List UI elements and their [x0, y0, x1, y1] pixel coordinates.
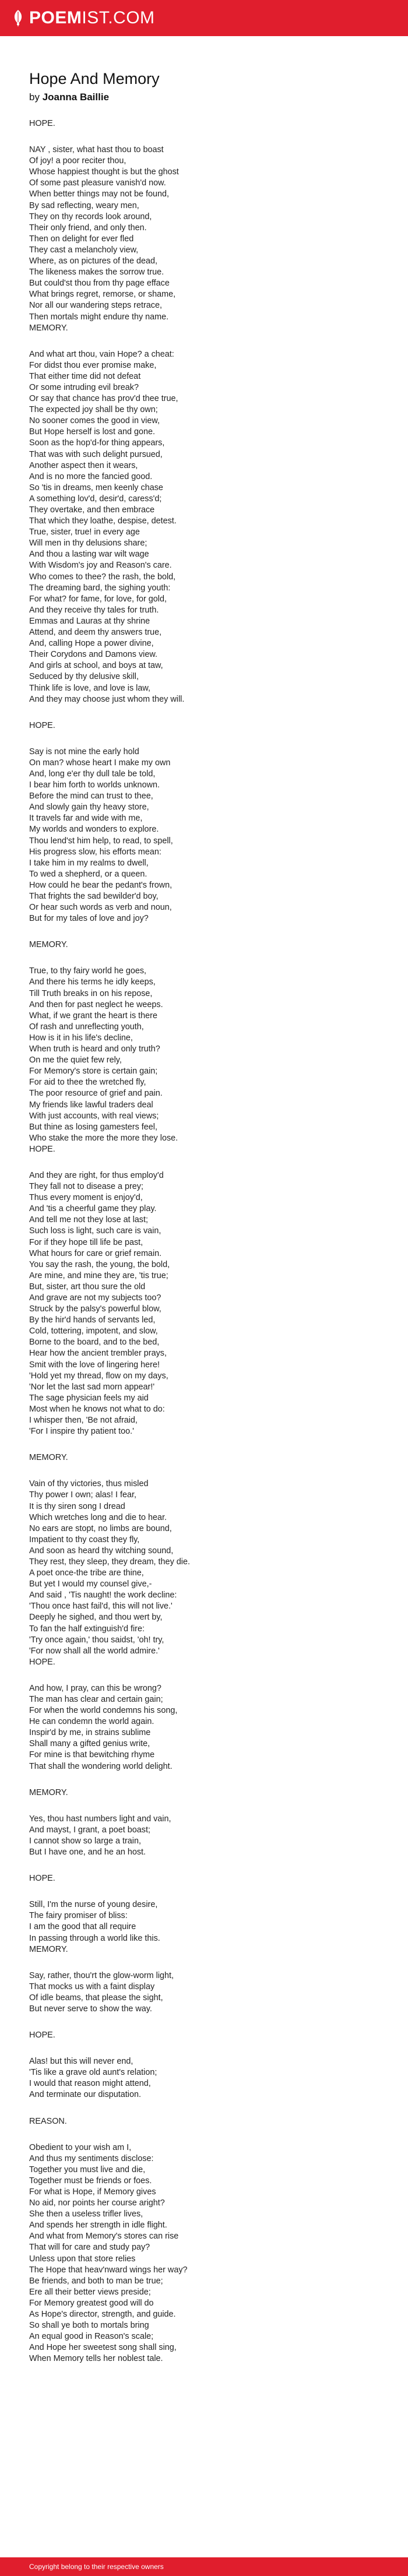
poem-line: I take him in my realms to dwell, — [29, 858, 149, 868]
poem-line: Cold, tottering, impotent, and slow, — [29, 1326, 158, 1336]
poem-line: And they are right, for thus employ'd — [29, 1170, 164, 1180]
poem-line: Say is not mine the early hold — [29, 747, 139, 756]
poem-line: Of rash and unreflecting youth, — [29, 1022, 144, 1032]
poem-line: For what is Hope, if Memory gives — [29, 2187, 156, 2197]
poem-line: Unless upon that store relies — [29, 2254, 136, 2264]
poem-line: The Hope that heav'nward wings her way? — [29, 2265, 188, 2275]
poem-line: True, to thy fairy world he goes, — [29, 966, 147, 976]
poem-line: And mayst, I grant, a poet boast; — [29, 1825, 150, 1835]
poem-line: But for my tales of love and joy? — [29, 914, 149, 924]
poem-line: Struck by the palsy's powerful blow, — [29, 1304, 161, 1314]
poem-line: And is no more the fancied good. — [29, 471, 153, 481]
poem-line: Most when he knows not what to do: — [29, 1404, 165, 1414]
poem-line: HOPE. — [29, 119, 55, 128]
poem-line: When better things may not be found, — [29, 189, 169, 199]
poem-stanza — [29, 2056, 379, 2100]
poem-stanza — [29, 1787, 379, 1799]
poem-line: Will men in thy delusions share; — [29, 539, 147, 548]
poem-line: Seduced by thy delusive skill, — [29, 672, 139, 682]
poem-line: Before the mind can trust to thee, — [29, 791, 153, 801]
poem-stanza — [29, 2030, 379, 2041]
poem-stanza — [29, 1970, 379, 2015]
poem-stanza — [29, 2116, 379, 2127]
logo-text-bold: POEM — [29, 8, 82, 27]
poem-line: It travels far and wide with me, — [29, 814, 143, 824]
poem-line: Are mine, and mine they are, 'tis true; — [29, 1271, 168, 1280]
poem-line: Deeply he sighed, and thou wert by, — [29, 1613, 163, 1623]
poem-line: Or hear such words as verb and noun, — [29, 903, 172, 913]
poem-line: Such loss is light, such care is vain, — [29, 1226, 161, 1236]
poem-line: But, sister, art thou sure the old — [29, 1282, 146, 1291]
poem-line: The man has clear and certain gain; — [29, 1695, 163, 1704]
poem-line: I am the good that all require — [29, 1922, 136, 1932]
poem-line: The dreaming bard, the sighing youth: — [29, 583, 171, 593]
poem-line: Smit with the love of lingering here! — [29, 1360, 160, 1370]
poem-line: And grave are not my subjects too? — [29, 1293, 161, 1303]
poem-line: Think life is love, and love is law, — [29, 683, 150, 693]
poem-line: For aid to thee the wretched fly, — [29, 1078, 146, 1088]
poem-stanza — [29, 349, 379, 705]
poem-line: Say, rather, thou'rt the glow-worm light, — [29, 1970, 174, 1980]
poem-byline — [29, 92, 379, 103]
poem-line: My friends like lawful traders deal — [29, 1100, 153, 1110]
poem-line: That frights the sad bewilder'd boy, — [29, 892, 159, 901]
poem-line: Hear how the ancient trembler prays, — [29, 1349, 167, 1359]
poem-line: His progress slow, his efforts mean: — [29, 847, 161, 857]
poem-line: And girls at school, and boys at taw, — [29, 661, 163, 671]
poem-line: Alas! but this will never end, — [29, 2057, 133, 2067]
poem-line: 'Try once again,' thou saidst, 'oh! try, — [29, 1635, 164, 1645]
poem-line: For Memory greatest good will do — [29, 2298, 154, 2308]
poem-line: Thy power I own; alas! I fear, — [29, 1490, 136, 1500]
poem-body — [29, 118, 379, 2365]
poem-line: Be friends, and both to man be true; — [29, 2276, 163, 2286]
poem-line: How could he bear the pedant's frown, — [29, 880, 173, 890]
poem-line: Whose happiest thought is but the ghost — [29, 167, 179, 177]
poem-line: For Memory's store is certain gain; — [29, 1067, 158, 1076]
poem-line: Obedient to your wish am I, — [29, 2142, 132, 2152]
poem-line: HOPE. — [29, 1657, 55, 1667]
poem-line: Or some intruding evil break? — [29, 382, 139, 392]
poem-line: Another aspect then it wears, — [29, 460, 138, 470]
poem-line: They on thy records look around, — [29, 212, 152, 221]
poem-line: And they receive thy tales for truth. — [29, 605, 159, 615]
poem-line: 'For now shall all the world admire.' — [29, 1646, 160, 1656]
poem-line: Where, as on pictures of the dead, — [29, 256, 157, 266]
poem-line: The fairy promiser of bliss: — [29, 1911, 128, 1921]
poem-line: By the hir'd hands of servants led, — [29, 1315, 156, 1325]
by-label: by — [29, 92, 40, 103]
poem-line: He can condemn the world again. — [29, 1717, 154, 1727]
poem-line: And there his terms he idly keeps, — [29, 977, 156, 987]
poem-line: My worlds and wonders to explore. — [29, 825, 159, 835]
poem-line: But thine as losing gamesters feel, — [29, 1122, 157, 1132]
poem-line: Then on delight for ever fled — [29, 234, 134, 244]
poem-line: And what art thou, vain Hope? a cheat: — [29, 349, 174, 359]
poem-line: That mocks us with a faint display — [29, 1982, 155, 1991]
poem-line: Who comes to thee? the rash, the bold, — [29, 572, 176, 582]
poem-line: I would that reason might attend, — [29, 2079, 151, 2089]
poem-line: An equal good in Reason's scale; — [29, 2332, 154, 2342]
poem-line: MEMORY. — [29, 1944, 68, 1954]
poem-line: Who stake the more the more they lose. — [29, 1133, 178, 1143]
poem-line: What hours for care or grief remain. — [29, 1248, 162, 1258]
poem-line: 'Hold yet my thread, flow on my days, — [29, 1371, 168, 1381]
poem-line: Soon as the hop'd-for thing appears, — [29, 438, 165, 448]
poem-line: Nor all our wandering steps retrace, — [29, 301, 162, 311]
poem-line: 'For I inspire thy patient too.' — [29, 1427, 134, 1437]
poem-line: That which they loathe, despise, detest. — [29, 516, 177, 526]
poem-line: On man? whose heart I make my own — [29, 758, 171, 768]
quill-pen-icon — [12, 9, 24, 27]
poem-line: And they may choose just whom they will. — [29, 694, 185, 704]
poem-line: HOPE. — [29, 2030, 55, 2040]
poem-stanza — [29, 1899, 379, 1955]
poem-line: A poet once-the tribe are thine, — [29, 1568, 144, 1578]
poem-line: For if they hope till life be past, — [29, 1237, 143, 1247]
poem-line: True, sister, true! in every age — [29, 527, 140, 537]
poem-line: Of some past pleasure vanish'd now. — [29, 178, 166, 188]
poem-line: 'Thou once hast fail'd, this will not live.' — [29, 1602, 173, 1611]
poem-stanza — [29, 1873, 379, 1884]
poem-line: MEMORY. — [29, 323, 68, 333]
poem-line: And 'tis a cheerful game they play. — [29, 1204, 157, 1214]
poem-stanza — [29, 747, 379, 925]
poem-line: The expected joy shall be thy own; — [29, 405, 158, 415]
poem-line: By sad reflecting, weary men, — [29, 200, 139, 210]
poem-line: So shall ye both to mortals bring — [29, 2321, 149, 2331]
poem-line: With Wisdom's joy and Reason's care. — [29, 561, 172, 571]
poem-stanza — [29, 2142, 379, 2365]
poem-line: NAY , sister, what hast thou to boast — [29, 145, 164, 155]
poem-stanza — [29, 118, 379, 129]
poem-line: Shall many a gifted genius write, — [29, 1739, 150, 1749]
site-footer — [0, 2557, 408, 2576]
poem-line: Together must be friends or foes. — [29, 2176, 152, 2186]
site-logo[interactable] — [12, 8, 155, 28]
poem-line: Thus every moment is enjoy'd, — [29, 1193, 143, 1203]
poem-line: And, calling Hope a power divine, — [29, 639, 154, 649]
poem-line: A something lov'd, desir'd, caress'd; — [29, 494, 162, 504]
poem-line: Thou lend'st him help, to read, to spell, — [29, 836, 173, 846]
poem-line: When truth is heard and only truth? — [29, 1044, 160, 1054]
poem-stanza — [29, 1683, 379, 1772]
poem-line: Their Corydons and Damons view. — [29, 650, 157, 660]
poem-line: And what from Memory's stores can rise — [29, 2232, 179, 2241]
poem-line: HOPE. — [29, 1144, 55, 1154]
poem-line: Borne to the board, and to the bed, — [29, 1338, 160, 1347]
poem-line: Then mortals might endure thy name. — [29, 312, 169, 322]
poem-line: The sage physician feels my aid — [29, 1393, 149, 1403]
poem-line: That was with such delight pursued, — [29, 449, 163, 459]
poem-line: For what? for fame, for love, for gold, — [29, 594, 167, 604]
poem-line: What, if we grant the heart is there — [29, 1011, 157, 1020]
poem-stanza — [29, 939, 379, 951]
poem-container — [0, 36, 408, 2365]
poem-title: Hope And Memory — [29, 70, 160, 87]
poem-stanza — [29, 1479, 379, 1668]
poem-stanza — [29, 966, 379, 1155]
poem-stanza — [29, 145, 379, 334]
poem-line: HOPE. — [29, 1874, 55, 1884]
poem-line: Or say that chance has prov'd thee true, — [29, 394, 178, 404]
poem-stanza — [29, 1814, 379, 1858]
poem-line: Their only friend, and only then. — [29, 223, 147, 233]
poem-line: But Hope herself is lost and gone. — [29, 427, 155, 437]
copyright-text: Copyright belong to their respective owners — [29, 2563, 164, 2571]
poem-line: In passing through a world like this. — [29, 1933, 160, 1943]
poem-line: I cannot show so large a train, — [29, 1836, 141, 1846]
poem-line: For didst thou ever promise make, — [29, 360, 157, 370]
poem-line: To wed a shepherd, or a queen. — [29, 869, 147, 879]
poem-line: That either time did not defeat — [29, 371, 141, 381]
poem-line: And soon as heard thy witching sound, — [29, 1546, 174, 1556]
poem-line: And thus my sentiments disclose: — [29, 2153, 154, 2163]
poem-line: No aid, nor points her course aright? — [29, 2198, 165, 2208]
poem-line: Attend, and deem thy answers true, — [29, 628, 162, 638]
poem-line: Which wretches long and die to hear. — [29, 1512, 167, 1522]
logo-text-light: IST.COM — [82, 8, 155, 27]
poem-line: But I have one, and he an host. — [29, 1847, 146, 1857]
poem-line: For mine is that bewitching rhyme — [29, 1750, 155, 1760]
poem-line: On me the quiet few rely, — [29, 1055, 122, 1065]
poem-line: It is thy siren song I dread — [29, 1501, 125, 1511]
poem-line: MEMORY. — [29, 1453, 68, 1463]
poem-line: They cast a melancholy view, — [29, 245, 139, 255]
poem-line: No sooner comes the good in view, — [29, 416, 160, 426]
author-link[interactable]: Joanna Baillie — [42, 92, 110, 103]
site-header — [0, 0, 408, 36]
poem-line: REASON. — [29, 2116, 67, 2126]
poem-line: Of idle beams, that please the sight, — [29, 1993, 163, 2003]
poem-line: And, long e'er thy dull tale be told, — [29, 769, 156, 779]
poem-line: Impatient to thy coast they fly, — [29, 1535, 140, 1544]
poem-line: That shall the wondering world delight. — [29, 1761, 173, 1771]
poem-line: Of joy! a poor reciter thou, — [29, 156, 126, 166]
poem-line: 'Tis like a grave old aunt's relation; — [29, 2068, 157, 2078]
poem-line: MEMORY. — [29, 1787, 68, 1797]
poem-stanza — [29, 720, 379, 731]
poem-line: And Hope her sweetest song shall sing, — [29, 2343, 177, 2353]
poem-line: How is it in his life's decline, — [29, 1033, 133, 1043]
poem-line: And spends her strength in idle flight. — [29, 2220, 167, 2230]
poem-line: And thou a lasting war wilt wage — [29, 550, 149, 559]
poem-line: She then a useless trifler lives, — [29, 2209, 143, 2219]
poem-line: Emmas and Lauras at thy shrine — [29, 616, 150, 626]
poem-line: But never serve to show the way. — [29, 2004, 152, 2014]
poem-line: MEMORY. — [29, 940, 68, 950]
poem-line: Still, I'm the nurse of young desire, — [29, 1900, 158, 1910]
poem-line: So 'tis in dreams, men keenly chase — [29, 483, 163, 492]
poem-line: Together you must live and die, — [29, 2165, 146, 2174]
poem-line: Vain of thy victories, thus misled — [29, 1479, 149, 1489]
poem-line: Yes, thou hast numbers light and vain, — [29, 1814, 171, 1824]
poem-line: When Memory tells her noblest tale. — [29, 2354, 163, 2364]
poem-line: You say the rash, the young, the bold, — [29, 1259, 170, 1269]
poem-line: And terminate our disputation. — [29, 2090, 141, 2100]
poem-line: 'Nor let the last sad morn appear!' — [29, 1382, 155, 1392]
poem-line: Inspir'd by me, in strains sublime — [29, 1728, 151, 1738]
poem-line: I whisper then, 'Be not afraid, — [29, 1416, 138, 1426]
poem-line: No ears are stopt, no limbs are bound, — [29, 1523, 172, 1533]
poem-line: As Hope's director, strength, and guide. — [29, 2310, 176, 2320]
poem-line: Till Truth breaks in on his repose, — [29, 988, 153, 998]
poem-line: To fan the half extinguish'd fire: — [29, 1624, 145, 1634]
poem-line: That will for care and study pay? — [29, 2243, 150, 2253]
poem-line: And how, I pray, can this be wrong? — [29, 1683, 161, 1693]
poem-line: HOPE. — [29, 720, 55, 730]
poem-line: They rest, they sleep, they dream, they die. — [29, 1557, 190, 1567]
poem-stanza — [29, 1452, 379, 1463]
poem-line: They fall not to disease a prey; — [29, 1182, 143, 1192]
poem-line: With just accounts, with real views; — [29, 1111, 159, 1121]
poem-line: And said , 'Tis naught! the work decline: — [29, 1590, 177, 1600]
poem-line: And slowly gain thy heavy store, — [29, 803, 149, 812]
poem-line: And then for past neglect he weeps. — [29, 1000, 163, 1009]
poem-line: And tell me not they lose at last; — [29, 1215, 148, 1225]
poem-stanza — [29, 1170, 379, 1437]
poem-line: What brings regret, remorse, or shame, — [29, 290, 176, 300]
poem-line: I bear him forth to worlds unknown. — [29, 780, 160, 790]
poem-line: But could'st thou from thy page efface — [29, 279, 170, 288]
poem-line: Ere all their better views preside; — [29, 2287, 151, 2297]
poem-line: The poor resource of grief and pain. — [29, 1089, 163, 1099]
poem-line: They overtake, and then embrace — [29, 505, 155, 515]
poem-line: For when the world condemns his song, — [29, 1706, 178, 1716]
poem-line: The likeness makes the sorrow true. — [29, 268, 164, 277]
poem-line: But yet I would my counsel give,- — [29, 1579, 152, 1589]
